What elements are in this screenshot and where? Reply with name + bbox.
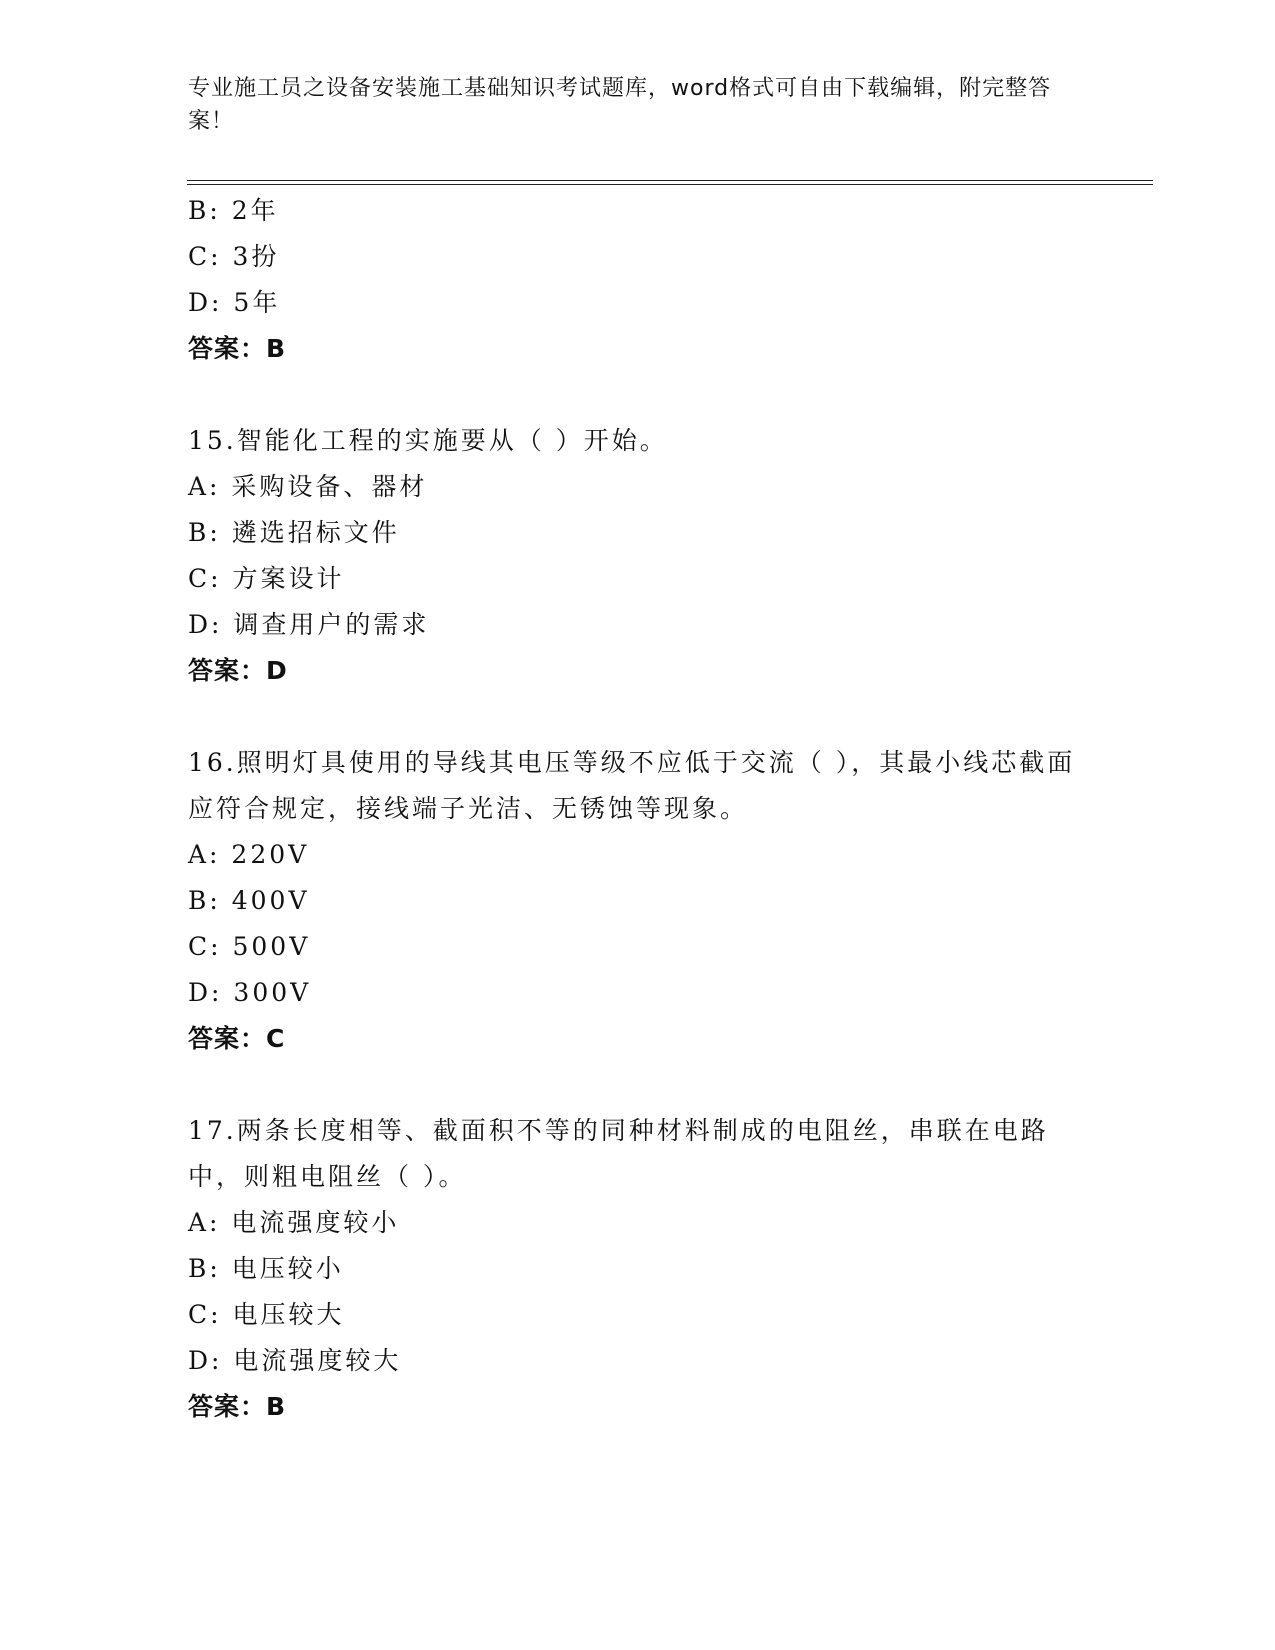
question-16 xyxy=(188,740,1088,1062)
question-stem: 16.照明灯具使用的导线其电压等级不应低于交流（ ），其最小线芯截面应符合规定，接线端子光洁、无锈蚀等现象。 xyxy=(188,748,1076,823)
option-d: D: 调查用户的需求 xyxy=(188,610,430,639)
option-a: A: 220V xyxy=(188,840,310,869)
option-b: B: 2年 xyxy=(188,196,279,225)
answer-line: 答案：D xyxy=(188,656,288,685)
question-stem: 15.智能化工程的实施要从（ ）开始。 xyxy=(188,426,668,455)
question-stem: 17.两条长度相等、截面积不等的同种材料制成的电阻丝，串联在电路中，则粗电阻丝（ ）。 xyxy=(188,1116,1049,1191)
option-b: B: 遴选招标文件 xyxy=(188,518,400,547)
option-a: A: 电流强度较小 xyxy=(188,1208,400,1237)
option-d: D: 5年 xyxy=(188,288,281,317)
option-c: C: 方案设计 xyxy=(188,564,345,593)
option-d: D: 电流强度较大 xyxy=(188,1346,402,1375)
document-header: 专业施工员之设备安装施工基础知识考试题库，word格式可自由下载编辑，附完整答案！ xyxy=(188,76,1052,134)
option-a: A: 采购设备、器材 xyxy=(188,472,428,501)
answer-line: 答案：C xyxy=(188,1024,286,1053)
option-c: C: 电压较大 xyxy=(188,1300,345,1329)
option-c: C: 3扮 xyxy=(188,242,280,271)
answer-line: 答案：B xyxy=(188,334,287,363)
question-list xyxy=(188,188,1088,1430)
continued-question xyxy=(188,188,1088,372)
option-b: B: 电压较小 xyxy=(188,1254,344,1283)
option-d: D: 300V xyxy=(188,978,312,1007)
header-divider-bottom xyxy=(187,184,1153,185)
option-b: B: 400V xyxy=(188,886,310,915)
question-15 xyxy=(188,418,1088,694)
option-c: C: 500V xyxy=(188,932,311,961)
header-divider-top xyxy=(187,180,1153,181)
answer-line: 答案：B xyxy=(188,1392,287,1421)
question-17 xyxy=(188,1108,1088,1430)
